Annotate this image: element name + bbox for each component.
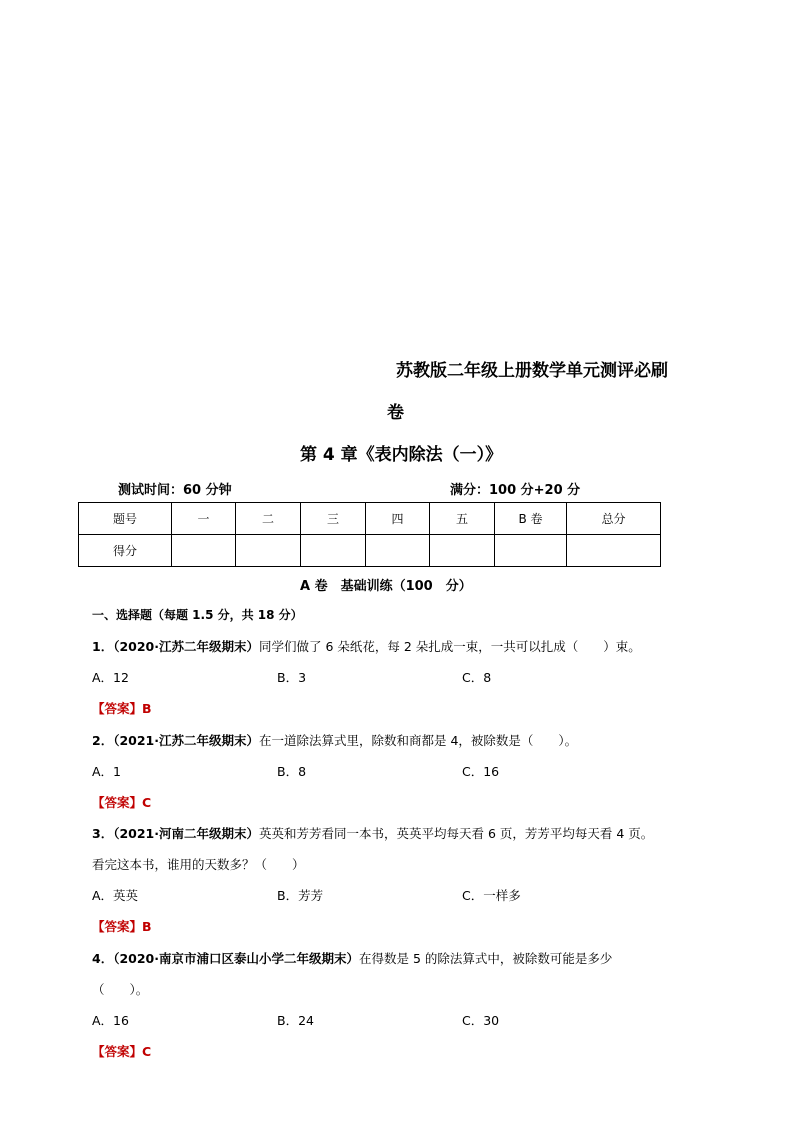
- answer-value: B: [142, 701, 152, 716]
- option-b: B．8: [277, 764, 307, 779]
- answer-value: C: [142, 795, 152, 810]
- question-number: 4．: [92, 951, 114, 966]
- score-header-cell: 总分: [567, 503, 661, 535]
- answer-label: 【答案】: [92, 1044, 143, 1059]
- option-c: C．16: [462, 764, 500, 779]
- document-title-continued: 卷: [387, 403, 404, 423]
- score-header-cell: 四: [366, 503, 430, 535]
- score-header-cell: 三: [301, 503, 366, 535]
- score-cell[interactable]: [236, 535, 301, 567]
- score-header-cell: 一: [172, 503, 236, 535]
- option-c: C．8: [462, 670, 492, 685]
- score-cell[interactable]: [567, 535, 661, 567]
- question-3-continued: 看完这本书，谁用的天数多？（ ）: [92, 857, 305, 872]
- question-3: [92, 824, 653, 842]
- answer-2: [92, 793, 151, 811]
- score-header-cell: 五: [430, 503, 495, 535]
- score-cell[interactable]: [366, 535, 430, 567]
- option-a: A．12: [92, 670, 129, 685]
- score-table-score-row: [79, 535, 661, 567]
- score-cell[interactable]: [495, 535, 567, 567]
- answer-3: [92, 917, 152, 935]
- answer-label: 【答案】: [92, 795, 143, 810]
- question-text: 英英和芳芳看同一本书，英英平均每天看 6 页，芳芳平均每天看 4 页。: [259, 826, 654, 841]
- option-a: A．英英: [92, 888, 139, 903]
- answer-value: C: [142, 1044, 152, 1059]
- score-cell[interactable]: [430, 535, 495, 567]
- score-table-header-row: [79, 503, 661, 535]
- option-a: A．1: [92, 764, 122, 779]
- question-source: （2021·江苏二年级期末）: [113, 733, 259, 748]
- answer-4: [92, 1042, 151, 1060]
- part1-heading: 一、选择题（每题 1.5 分，共 18 分）: [92, 608, 303, 622]
- score-cell[interactable]: [172, 535, 236, 567]
- question-number: 1．: [92, 639, 114, 654]
- option-b: B．3: [277, 670, 307, 685]
- score-cell[interactable]: [301, 535, 366, 567]
- question-text: 在一道除法算式里，除数和商都是 4，被除数是（ ）。: [259, 733, 578, 748]
- question-4-continued: （ ）。: [92, 982, 149, 997]
- question-source: （2020·南京市浦口区泰山小学二年级期末）: [113, 951, 359, 966]
- chapter-title: 第 4 章《表内除法（一）》: [300, 445, 503, 465]
- question-2: [92, 731, 577, 749]
- score-table: [78, 502, 661, 567]
- question-number: 3．: [92, 826, 114, 841]
- score-header-cell: 二: [236, 503, 301, 535]
- question-number: 2．: [92, 733, 114, 748]
- option-b: B．24: [277, 1013, 314, 1028]
- question-1: [92, 637, 641, 655]
- question-source: （2020·江苏二年级期末）: [113, 639, 259, 654]
- full-score: 满分：100 分+20 分: [450, 483, 581, 498]
- answer-label: 【答案】: [92, 919, 143, 934]
- option-b: B．芳芳: [277, 888, 324, 903]
- option-a: A．16: [92, 1013, 129, 1028]
- test-time: 测试时间：60 分钟: [118, 483, 232, 498]
- option-c: C．一样多: [462, 888, 521, 903]
- score-row-label: 得分: [79, 535, 172, 567]
- option-c: C．30: [462, 1013, 500, 1028]
- section-a-heading: A 卷 基础训练（100 分）: [300, 579, 472, 594]
- answer-label: 【答案】: [92, 701, 143, 716]
- answer-1: [92, 699, 152, 717]
- question-text: 在得数是 5 的除法算式中，被除数可能是多少: [359, 951, 613, 966]
- score-header-cell: 题号: [79, 503, 172, 535]
- question-source: （2021·河南二年级期末）: [113, 826, 259, 841]
- document-title: 苏教版二年级上册数学单元测评必刷: [396, 361, 668, 381]
- question-text: 同学们做了 6 朵纸花，每 2 朵扎成一束，一共可以扎成（ ）束。: [259, 639, 641, 654]
- answer-value: B: [142, 919, 152, 934]
- score-header-cell: B 卷: [495, 503, 567, 535]
- question-4: [92, 949, 612, 967]
